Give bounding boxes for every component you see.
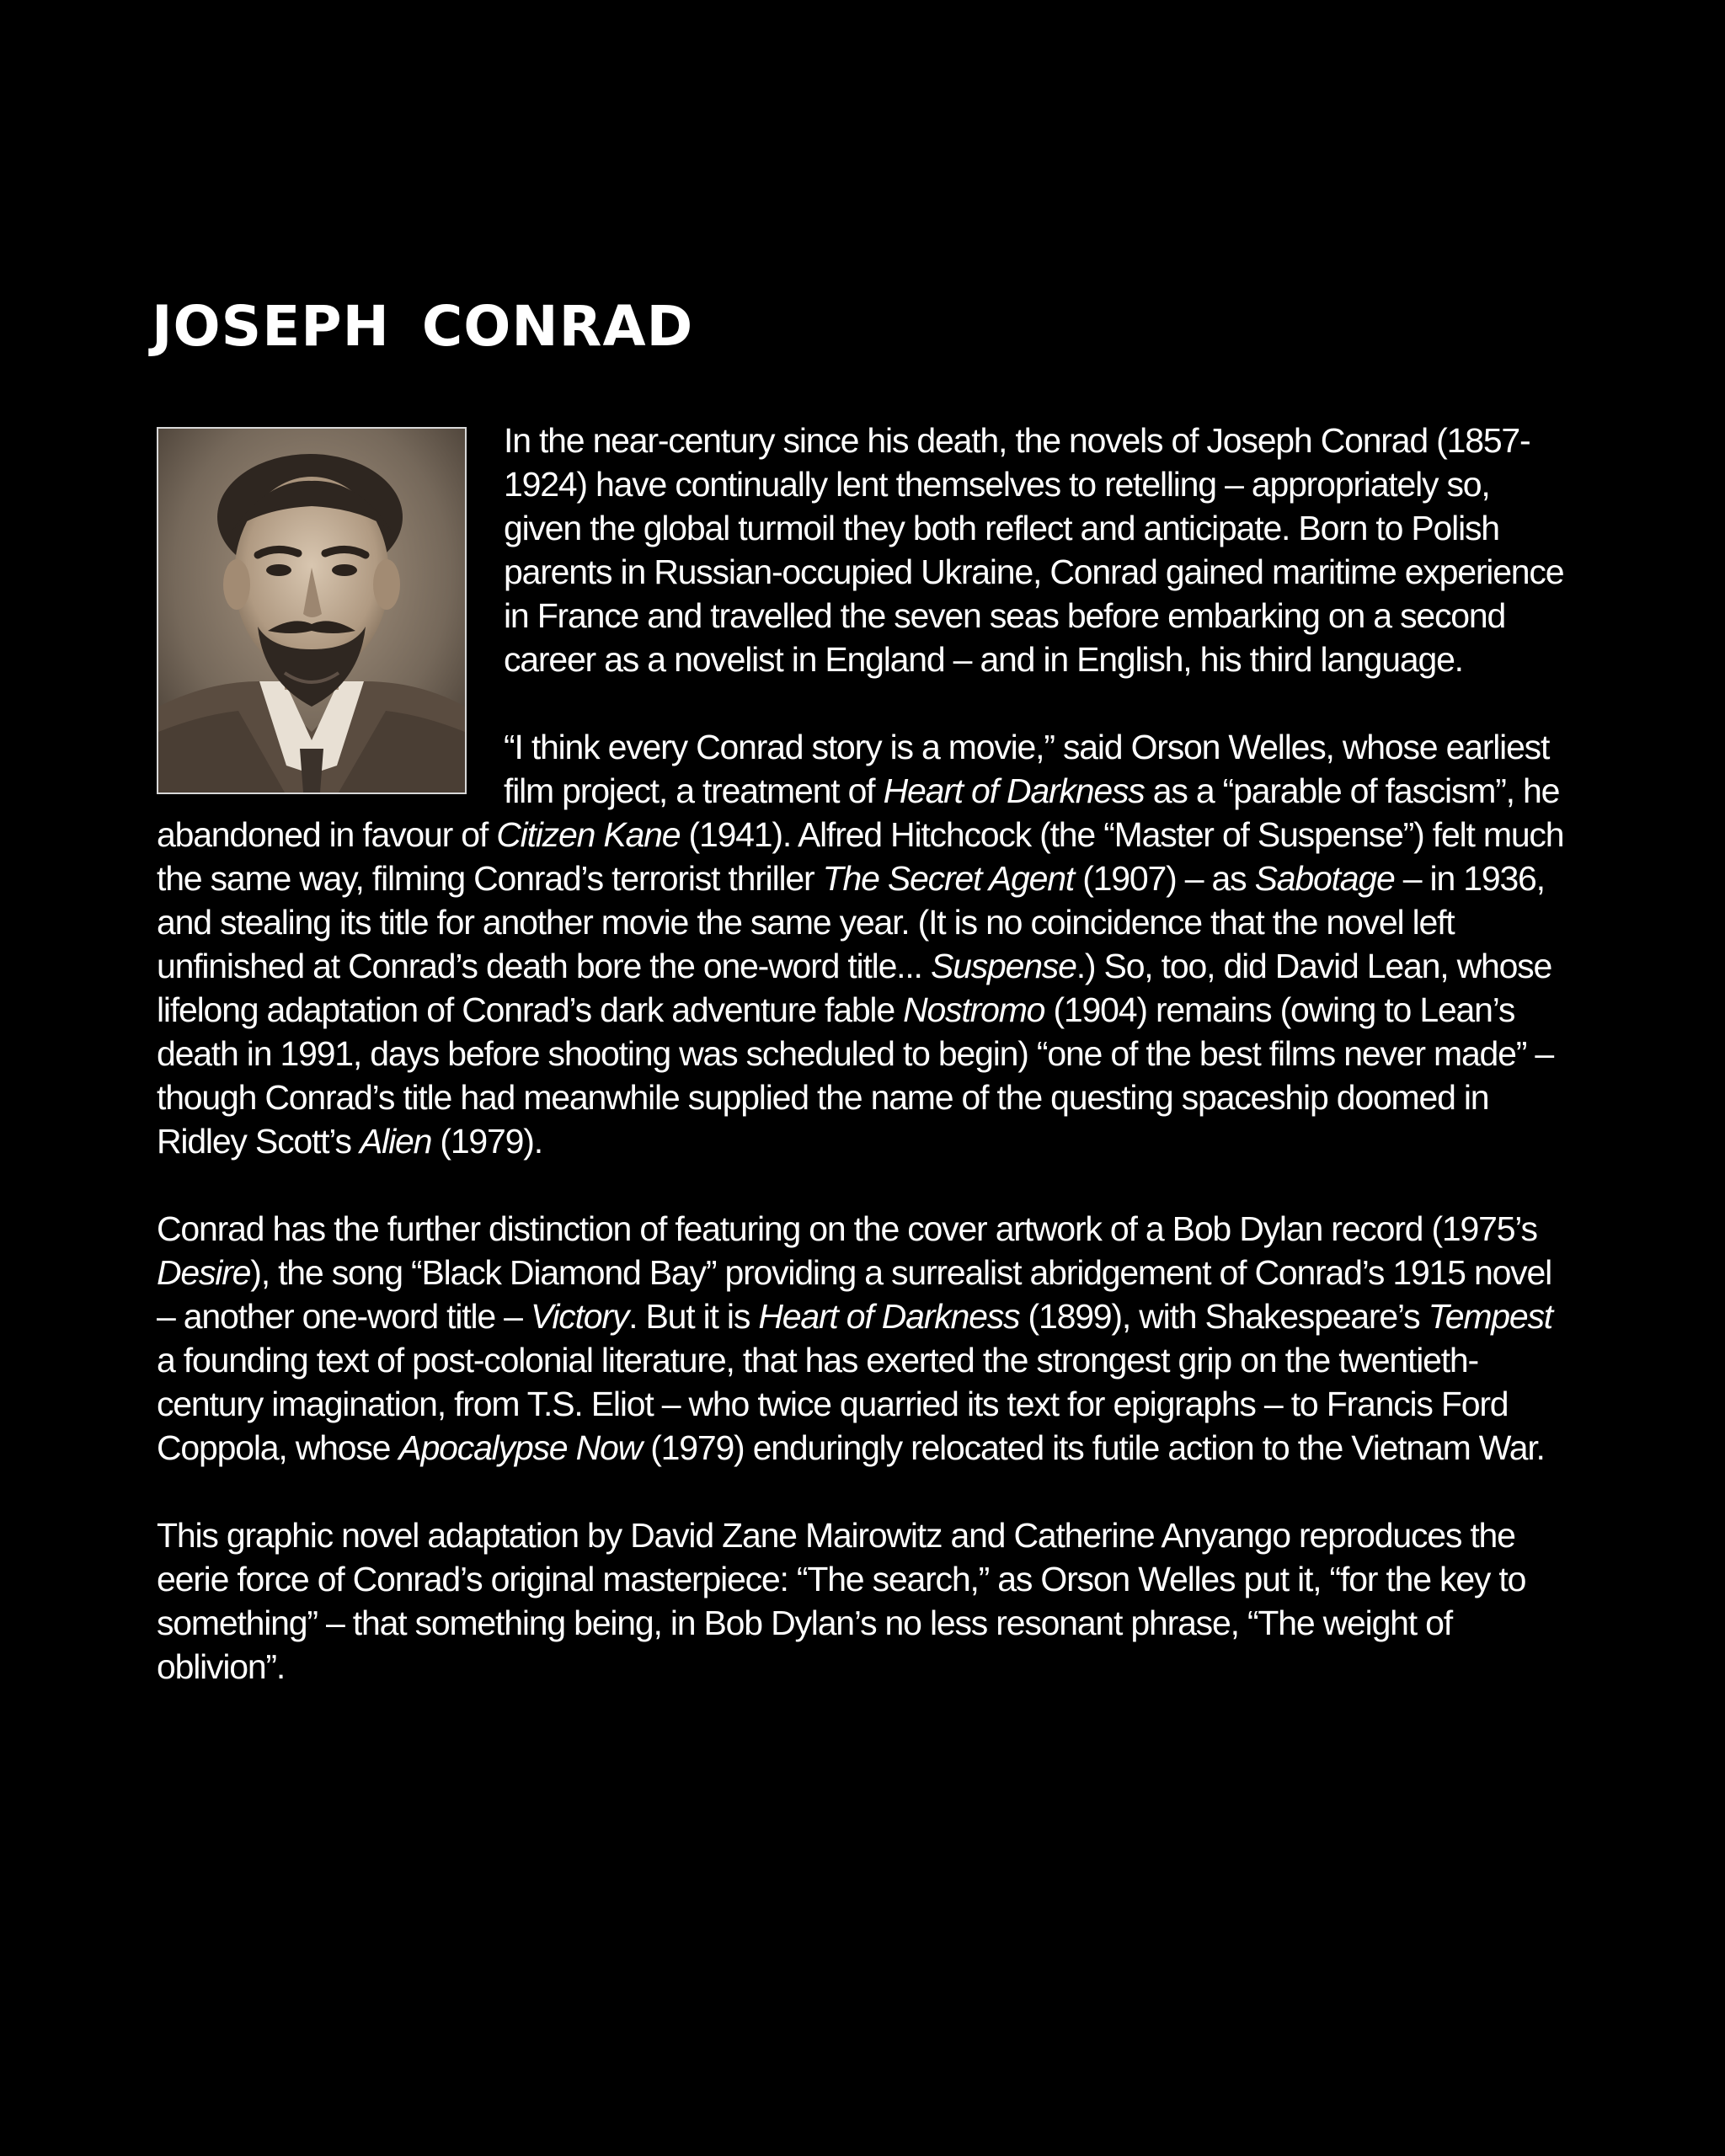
book-title-secret-agent: The Secret Agent	[822, 859, 1075, 898]
book-title-heart-of-darkness: Heart of Darkness	[883, 771, 1145, 810]
text-run: “I think every Conrad story is a movie,” said Orson Welles, whose earliest film project, a treatment of	[504, 728, 1550, 810]
biography-text	[157, 419, 1572, 1732]
conrad-portrait-image	[157, 427, 467, 794]
film-title-alien: Alien	[360, 1122, 432, 1161]
paragraph-1: In the near-century since his death, the novels of Joseph Conrad (1857-1924) have continually lent themselves to retelling – appropriately so, given the global turmoil they both reflect and anticipate. Born to Polish parents in Russian-occupied Ukraine, Conrad gained maritime experience in France and travelled the seven seas before embarking on a second career as a novelist in England – and in English, his third language.	[504, 421, 1564, 679]
text-run: – in 1936, and stealing its title for another movie the same year. (It is no coincidence that the novel left unfinished at Conrad’s death bore the one-word title...	[157, 859, 1545, 985]
book-title-nostromo: Nostromo	[903, 990, 1045, 1029]
page-title: JOSEPH CONRAD	[152, 294, 694, 359]
text-run: .) So, too, did David Lean, whose lifelong adaptation of Conrad’s dark adventure fable	[157, 947, 1552, 1029]
text-run: ), the song “Black Diamond Bay” providing a surrealist abridgement of Conrad’s 1915 novel – another one-word title –	[157, 1253, 1551, 1336]
album-title-desire: Desire	[157, 1253, 251, 1292]
film-title-sabotage: Sabotage	[1254, 859, 1395, 898]
paragraph-4: This graphic novel adaptation by David Zane Mairowitz and Catherine Anyango reproduces the eerie force of Conrad’s original masterpiece: “The search,” as Orson Welles put it, “for the key to something” – that something being, in Bob Dylan’s no less resonant phrase, “The weight of oblivion”.	[157, 1516, 1526, 1686]
film-title-apocalypse-now: Apocalypse Now	[398, 1428, 642, 1467]
text-run: (1904) remains (owing to Lean’s death in 1991, days before shooting was scheduled to begin) “one of the best films never made” – though Conrad’s title had meanwhile supplied the name of the questing spaceship doomed in Ridley Scott’s	[157, 990, 1554, 1161]
text-run: (1979).	[431, 1122, 542, 1161]
text-run: (1907) – as	[1074, 859, 1255, 898]
film-title-citizen-kane: Citizen Kane	[496, 815, 681, 854]
text-run: as a “parable of fascism”, he abandoned in favour of	[157, 771, 1560, 854]
text-run: a founding text of post-colonial literature, that has exerted the strongest grip on the twentieth-century imagination, from T.S. Eliot – who twice quarried its text for epigraphs – to Francis Ford Coppola, whose	[157, 1341, 1509, 1467]
text-run: (1899), with Shakespeare’s	[1019, 1297, 1429, 1336]
play-title-tempest: Tempest	[1428, 1297, 1552, 1336]
text-run: Conrad has the further distinction of featuring on the cover artwork of a Bob Dylan record (1975’s	[157, 1209, 1537, 1248]
text-run: . But it is	[628, 1297, 759, 1336]
book-title-victory: Victory	[530, 1297, 629, 1336]
book-title-heart-of-darkness: Heart of Darkness	[758, 1297, 1020, 1336]
book-title-suspense: Suspense	[930, 947, 1076, 985]
paragraph-3	[157, 1207, 1572, 1470]
text-run: (1979) enduringly relocated its futile action to the Vietnam War.	[642, 1428, 1545, 1467]
text-run: (1941). Alfred Hitchcock (the “Master of Suspense”) felt much the same way, filming Conrad’s terrorist thriller	[157, 815, 1564, 898]
